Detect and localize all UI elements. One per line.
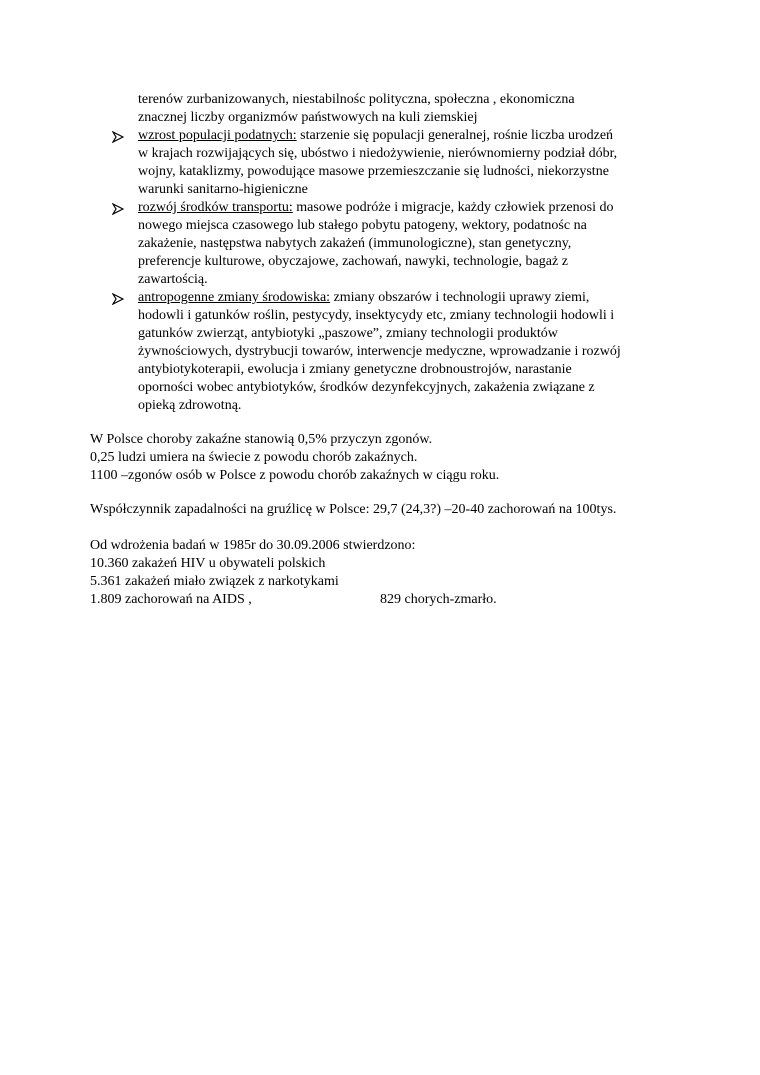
text-line: oporności wobec antybiotyków, środków dezynfekcyjnych, zakażenia związane z <box>138 380 595 395</box>
arrowhead-bullet-icon <box>112 293 124 305</box>
bullet-heading: rozwój środków transportu: <box>138 200 293 215</box>
text-line: warunki sanitarno-higieniczne <box>138 182 308 197</box>
text-line: wojny, kataklizmy, powodujące masowe przemieszczanie się ludności, niekorzystne <box>138 164 609 179</box>
bullet-text: masowe podróże i migracje, każdy człowiek przenosi do <box>292 200 614 215</box>
text-line: nowego miejsca czasowego lub stałego pobytu patogeny, wektory, podatnośc na <box>138 218 587 233</box>
text-line: zakażenie, następstwa nabytych zakażeń (immunologiczne), stan genetyczny, <box>138 236 572 251</box>
text-line: żywnościowych, dystrybucji towarów, interwencje medyczne, wprowadzanie i rozwój <box>138 344 621 359</box>
text-line: 5.361 zakażeń miało związek z narkotykami <box>90 574 339 589</box>
bullet-first-line <box>138 199 613 217</box>
text-line: antybiotykoterapii, ewolucja i zmiany genetyczne drobnoustrojów, narastanie <box>138 362 572 377</box>
text-line: opieką zdrowotną. <box>138 398 242 413</box>
text-line: preferencje kulturowe, obyczajowe, zachowań, nawyki, technologie, bagaż z <box>138 254 568 269</box>
text-line: 1.809 zachorowań na AIDS , <box>90 592 252 607</box>
text-line: Współczynnik zapadalności na gruźlicę w Polsce: 29,7 (24,3?) –20-40 zachorowań na 100tys. <box>90 502 617 517</box>
bullet-text: zmiany obszarów i technologii uprawy ziemi, <box>330 290 590 305</box>
text-line: 0,25 ludzi umiera na świecie z powodu chorób zakaźnych. <box>90 450 418 465</box>
text-line: gatunków zwierząt, antybiotyki „paszowe”, zmiany technologii produktów <box>138 326 558 341</box>
text-line: terenów zurbanizowanych, niestabilnośc polityczna, społeczna , ekonomiczna <box>138 92 575 107</box>
text-line: hodowli i gatunków roślin, pestycydy, insektycydy etc, zmiany technologii hodowli i <box>138 308 615 323</box>
text-line: w krajach rozwijających się, ubóstwo i niedożywienie, nierównomierny podział dóbr, <box>138 146 618 161</box>
bullet-heading: antropogenne zmiany środowiska: <box>138 290 331 305</box>
bullet-first-line <box>138 289 589 307</box>
text-line: W Polsce choroby zakaźne stanowią 0,5% przyczyn zgonów. <box>90 432 433 447</box>
arrowhead-bullet-icon <box>112 131 124 143</box>
text-line: Od wdrożenia badań w 1985r do 30.09.2006 stwierdzono: <box>90 538 416 553</box>
arrowhead-bullet-icon <box>112 203 124 215</box>
bullet-first-line <box>138 127 613 145</box>
text-line: znacznej liczby organizmów państwowych na kuli ziemskiej <box>138 110 478 125</box>
bullet-text: starzenie się populacji generalnej, rośnie liczba urodzeń <box>296 128 614 143</box>
bullet-heading: wzrost populacji podatnych: <box>138 128 297 143</box>
text-line: 829 chorych-zmarło. <box>380 592 497 607</box>
text-line: zawartością. <box>138 272 208 287</box>
text-line: 10.360 zakażeń HIV u obywateli polskich <box>90 556 326 571</box>
text-line: 1100 –zgonów osób w Polsce z powodu chorób zakaźnych w ciągu roku. <box>90 468 500 483</box>
